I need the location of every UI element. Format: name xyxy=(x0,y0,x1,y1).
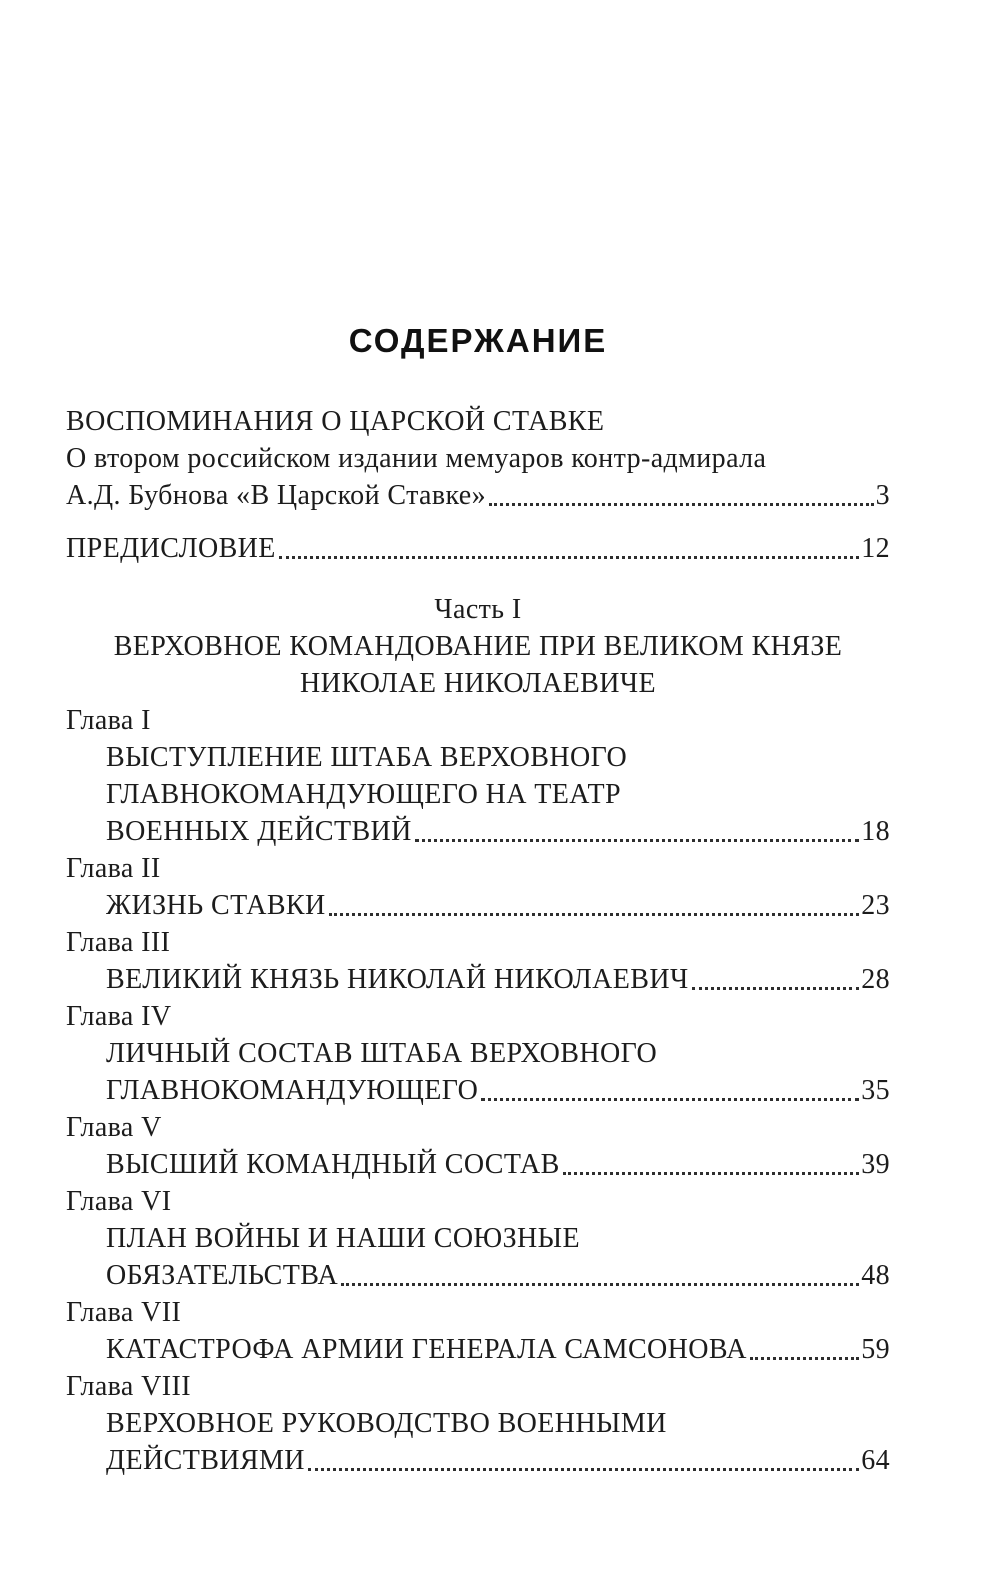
chapter-body xyxy=(106,739,890,850)
toc-entry-chapter-6 xyxy=(66,1183,890,1294)
page-number: 39 xyxy=(861,1149,890,1180)
toc-entry-chapter-8 xyxy=(66,1368,890,1479)
entry-leader-row xyxy=(66,530,890,567)
toc-entry-chapter-2 xyxy=(66,850,890,924)
entry-leader-row xyxy=(106,887,890,924)
chapter-body xyxy=(106,1405,890,1479)
toc-entry-chapter-1 xyxy=(66,702,890,850)
chapter-body xyxy=(106,887,890,924)
entry-line: О втором российском издании мемуаров контр-адмирала xyxy=(66,443,767,474)
dot-leader xyxy=(415,813,859,842)
toc-entry-preface xyxy=(66,530,890,567)
chapter-label: Глава V xyxy=(66,1112,162,1143)
part-heading xyxy=(66,591,890,702)
chapter-body xyxy=(106,961,890,998)
dot-leader xyxy=(279,530,859,559)
chapter-label: Глава IV xyxy=(66,1001,172,1032)
entry-leader-row xyxy=(106,1257,890,1294)
toc-entry-chapter-3 xyxy=(66,924,890,998)
chapter-label: Глава VII xyxy=(66,1297,182,1328)
chapter-body xyxy=(106,1035,890,1109)
chapter-title-line: ОБЯЗАТЕЛЬСТВА xyxy=(106,1260,339,1291)
entry-leader-row xyxy=(106,813,890,850)
entry-line: ВОСПОМИНАНИЯ О ЦАРСКОЙ СТАВКЕ xyxy=(66,406,605,437)
dot-leader xyxy=(329,887,860,916)
page-number: 12 xyxy=(861,533,890,564)
dot-leader xyxy=(563,1146,860,1175)
page-number: 59 xyxy=(861,1334,890,1365)
chapter-title-line: ДЕЙСТВИЯМИ xyxy=(106,1445,305,1476)
chapter-title-line: ВЕРХОВНОЕ РУКОВОДСТВО ВОЕННЫМИ xyxy=(106,1408,667,1439)
chapter-body xyxy=(106,1146,890,1183)
chapter-title-line: ПЛАН ВОЙНЫ И НАШИ СОЮЗНЫЕ xyxy=(106,1223,580,1254)
dot-leader xyxy=(341,1257,859,1286)
chapter-title-line: ВЫСШИЙ КОМАНДНЫЙ СОСТАВ xyxy=(106,1149,560,1180)
page-number: 64 xyxy=(861,1445,890,1476)
dot-leader xyxy=(692,961,860,990)
entry-leader-row xyxy=(106,1331,890,1368)
dot-leader xyxy=(750,1331,859,1360)
chapter-label: Глава VI xyxy=(66,1186,172,1217)
part-title-line: ВЕРХОВНОЕ КОМАНДОВАНИЕ ПРИ ВЕЛИКОМ КНЯЗЕ xyxy=(113,631,843,662)
entry-leader-row xyxy=(106,1442,890,1479)
chapter-body xyxy=(106,1331,890,1368)
chapter-title-line: ГЛАВНОКОМАНДУЮЩЕГО xyxy=(106,1075,479,1106)
page-number: 23 xyxy=(861,890,890,921)
entry-leader-row xyxy=(66,477,890,514)
chapter-label: Глава I xyxy=(66,705,151,736)
entry-leader-row xyxy=(106,1146,890,1183)
part-label: Часть I xyxy=(434,594,522,625)
dot-leader xyxy=(308,1442,859,1471)
page-number: 28 xyxy=(861,964,890,995)
chapter-title-line: ВЕЛИКИЙ КНЯЗЬ НИКОЛАЙ НИКОЛАЕВИЧ xyxy=(106,964,689,995)
part-title-line: НИКОЛАЕ НИКОЛАЕВИЧЕ xyxy=(300,668,656,699)
toc-title: СОДЕРЖАНИЕ xyxy=(348,322,608,359)
chapter-label: Глава III xyxy=(66,927,171,958)
chapter-title-line: ЖИЗНЬ СТАВКИ xyxy=(106,890,326,921)
page-number: 3 xyxy=(875,480,890,511)
toc-entry-chapter-5 xyxy=(66,1109,890,1183)
chapter-title-line: КАТАСТРОФА АРМИИ ГЕНЕРАЛА САМСОНОВА xyxy=(106,1334,747,1365)
chapter-body xyxy=(106,1220,890,1294)
chapter-title-line: ВОЕННЫХ ДЕЙСТВИЙ xyxy=(106,816,412,847)
entry-leader-row xyxy=(106,961,890,998)
toc-entry-memoirs xyxy=(66,403,890,514)
entry-leader-row xyxy=(106,1072,890,1109)
entry-line: ПРЕДИСЛОВИЕ xyxy=(66,533,276,564)
dot-leader xyxy=(489,477,874,506)
chapter-label: Глава II xyxy=(66,853,161,884)
toc-entry-chapter-4 xyxy=(66,998,890,1109)
page-number: 18 xyxy=(861,816,890,847)
toc-entry-chapter-7 xyxy=(66,1294,890,1368)
page-number: 48 xyxy=(861,1260,890,1291)
page-number: 35 xyxy=(861,1075,890,1106)
chapter-title-line: ГЛАВНОКОМАНДУЮЩЕГО НА ТЕАТР xyxy=(106,779,621,810)
chapter-title-line: ВЫСТУПЛЕНИЕ ШТАБА ВЕРХОВНОГО xyxy=(106,742,628,773)
chapter-label: Глава VIII xyxy=(66,1371,191,1402)
dot-leader xyxy=(481,1072,859,1101)
chapter-title-line: ЛИЧНЫЙ СОСТАВ ШТАБА ВЕРХОВНОГО xyxy=(106,1038,658,1069)
entry-line: А.Д. Бубнова «В Царской Ставке» xyxy=(66,480,487,511)
